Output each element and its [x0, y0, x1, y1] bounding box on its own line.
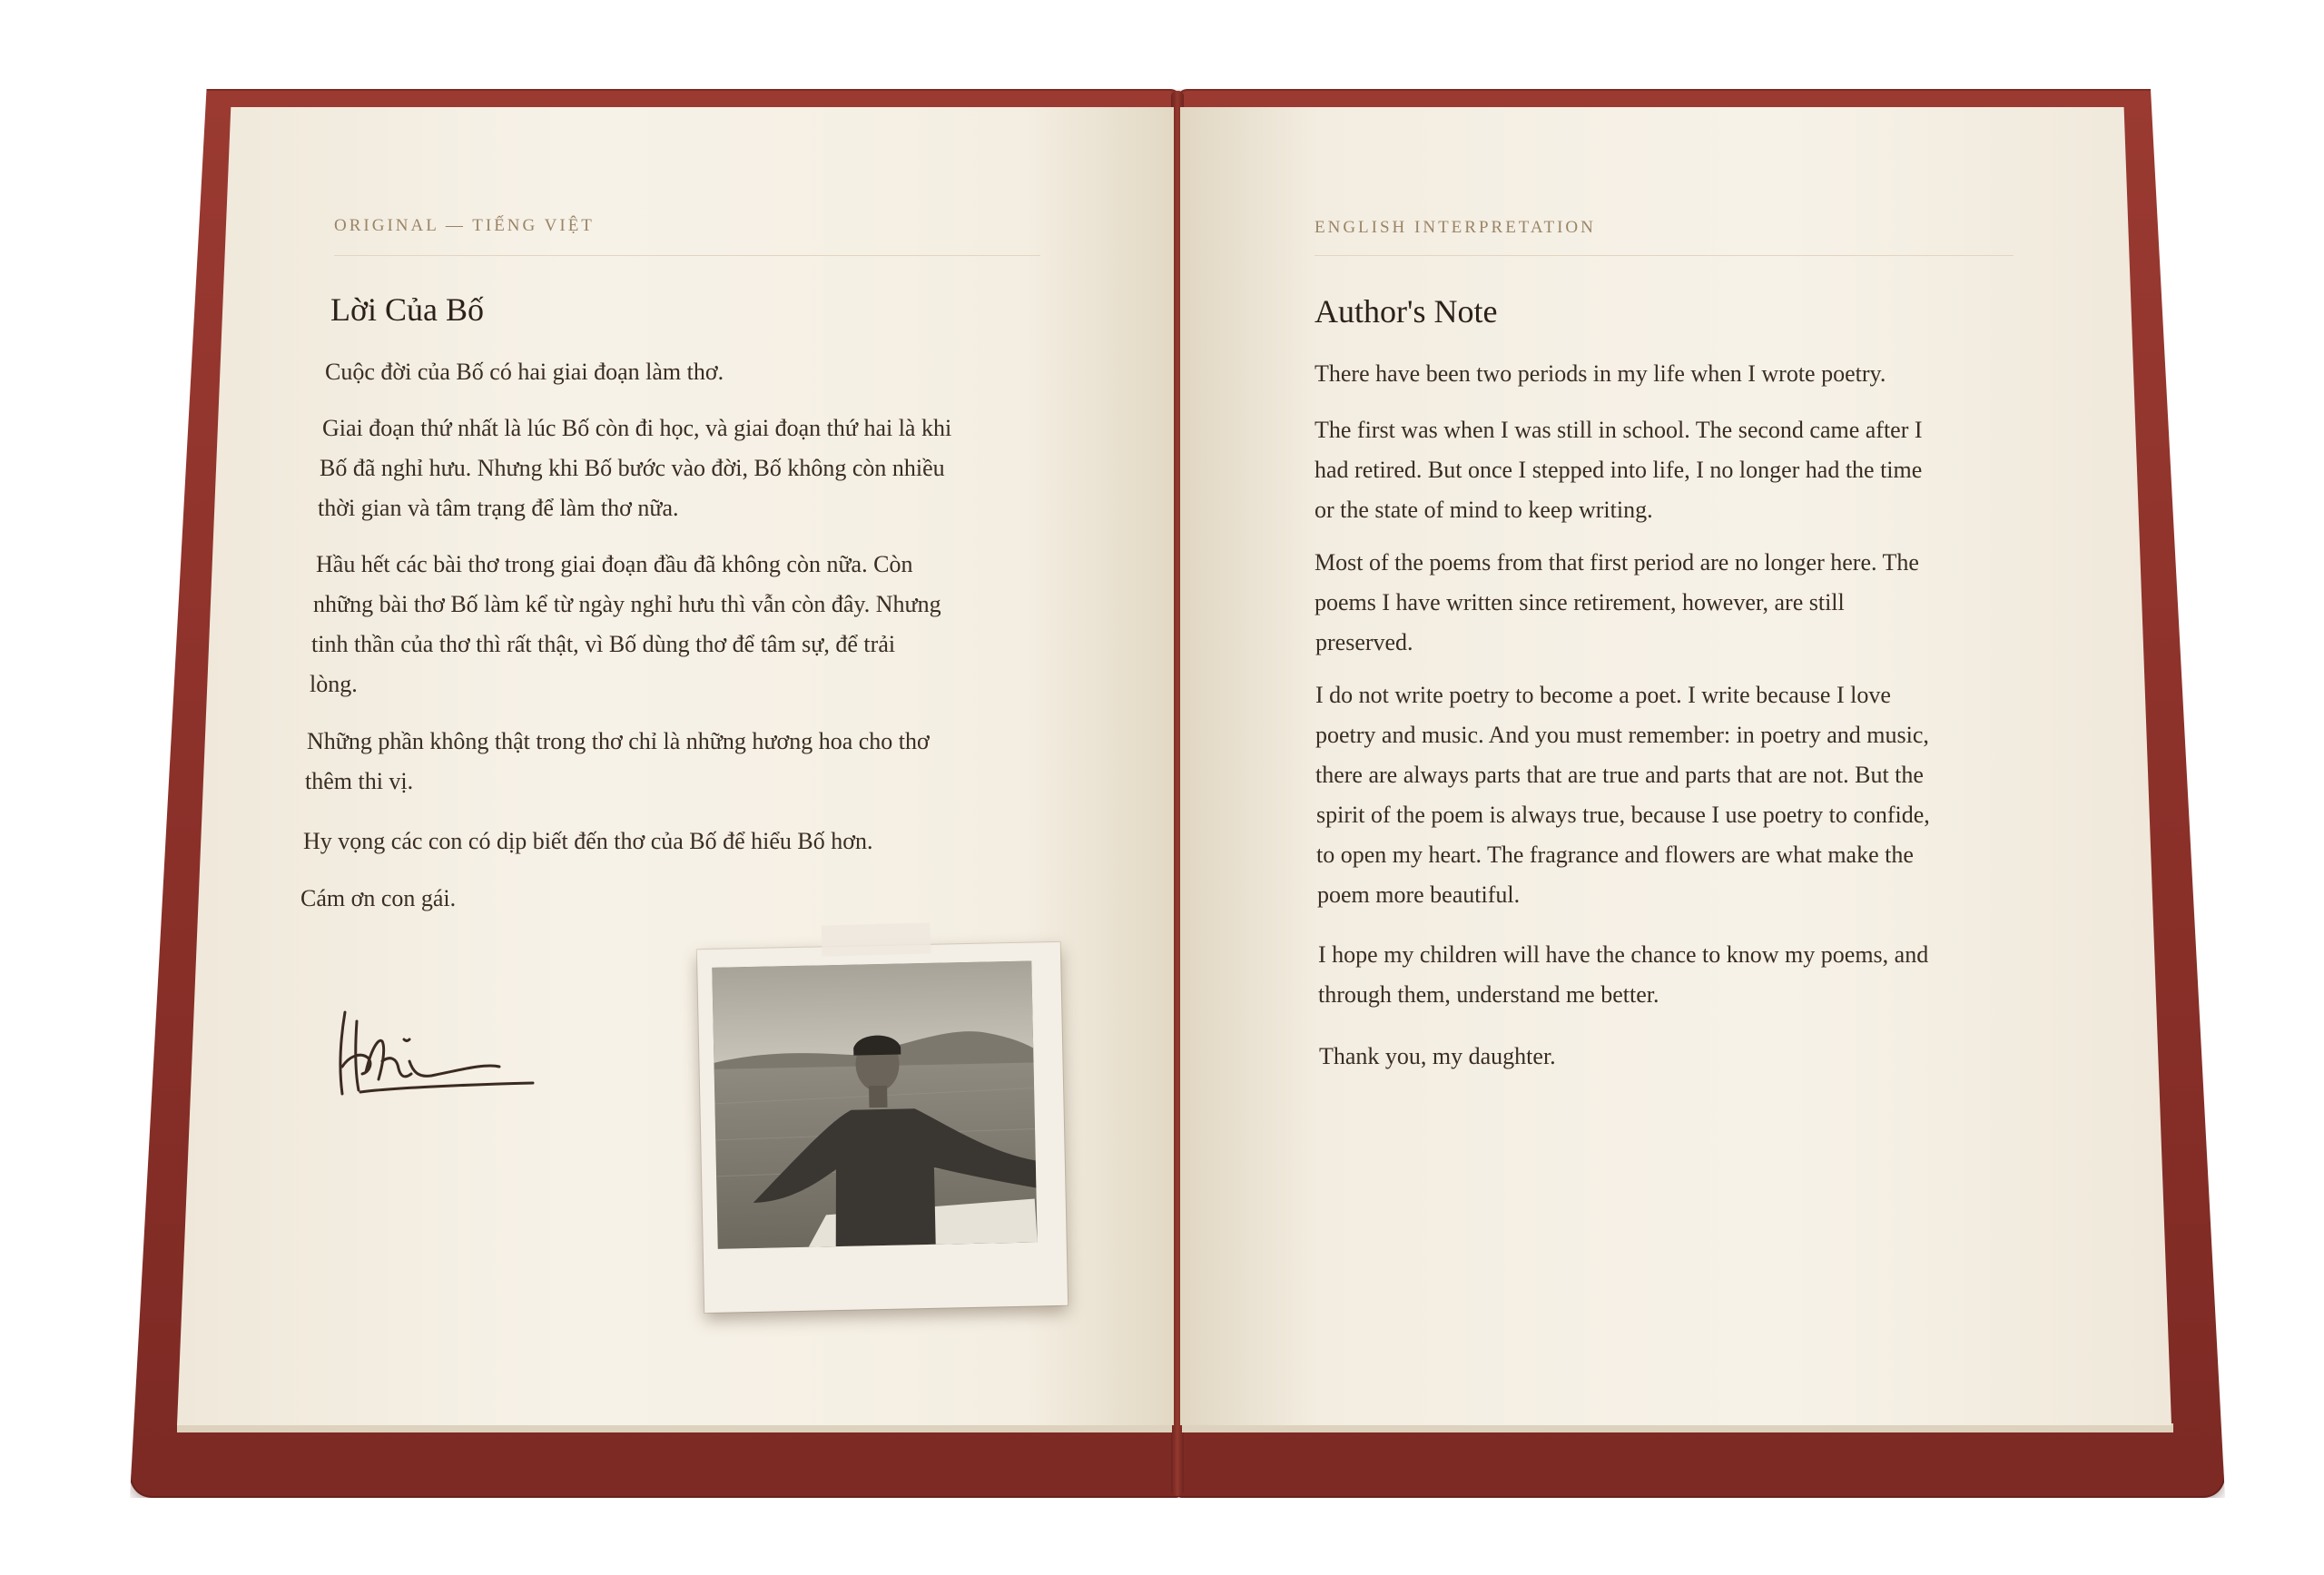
right-page-paragraph-4-line-5: to open my heart. The fragrance and flowers are what make the [1316, 842, 1914, 868]
left-header-rule [334, 255, 1040, 256]
right-page-paragraph-2-line-1: The first was when I was still in school. The second came after I [1315, 417, 1923, 443]
right-page-paragraph-3-line-3: preserved. [1315, 629, 1413, 655]
right-page-paragraph-4-line-6: poem more beautiful. [1317, 881, 1521, 908]
right-page-paragraph-4-line-1: I do not write poetry to become a poet. I write because I love [1315, 682, 1891, 708]
signature [295, 985, 549, 1112]
right-page-paragraph-6-line-1: Thank you, my daughter. [1319, 1043, 1556, 1069]
left-page-paragraph-4-line-2: thêm thi vị. [305, 768, 414, 794]
right-page-paragraph-4-line-2: poetry and music. And you must remember: in poetry and music, [1315, 722, 1929, 748]
portrait-photo [697, 942, 1068, 1313]
left-page-paragraph-6-line-1: Cám ơn con gái. [300, 885, 457, 911]
photo-tape [822, 922, 931, 956]
right-page-paragraph-2-line-3: or the state of mind to keep writing. [1315, 497, 1653, 523]
left-page-paragraph-1-line-1: Cuộc đời của Bố có hai giai đoạn làm thơ. [325, 359, 724, 385]
right-page-paragraph-3-line-2: poems I have written since retirement, however, are still [1315, 589, 1845, 615]
right-header-rule [1315, 255, 2014, 256]
left-page-title: Lời Của Bố [330, 291, 485, 328]
right-page-title: Author's Note [1315, 293, 1498, 330]
right-page-paragraph-2-line-2: had retired. But once I stepped into life, I no longer had the time [1315, 457, 1923, 483]
left-page-paragraph-3-line-3: tinh thần của thơ thì rất thật, vì Bố dùng thơ để tâm sự, để trải [311, 631, 896, 657]
photo-image [712, 961, 1037, 1249]
right-page-paragraph-5-line-1: I hope my children will have the chance to know my poems, and [1318, 941, 1929, 968]
left-page-paragraph-3-line-1: Hầu hết các bài thơ trong giai đoạn đầu đã không còn nữa. Còn [316, 551, 913, 577]
right-page-paragraph-3-line-1: Most of the poems from that first period are no longer here. The [1315, 549, 1919, 576]
right-page-header: ENGLISH INTERPRETATION [1315, 218, 1596, 237]
right-page-paragraph-4-line-3: there are always parts that are true and parts that are not. But the [1315, 762, 1924, 788]
right-page-paragraph-4-line-4: spirit of the poem is always true, because I use poetry to confide, [1316, 802, 1930, 828]
left-page-header: ORIGINAL — TIẾNG VIỆT [334, 216, 595, 235]
left-page-paragraph-2-line-3: thời gian và tâm trạng để làm thơ nữa. [318, 495, 679, 521]
left-page-paragraph-3-line-2: những bài thơ Bố làm kể từ ngày nghỉ hưu thì vẫn còn đây. Nhưng [313, 591, 941, 617]
left-page-paragraph-2-line-1: Giai đoạn thứ nhất là lúc Bố còn đi học, và giai đoạn thứ hai là khi [322, 415, 952, 441]
left-page-paragraph-4-line-1: Những phần không thật trong thơ chỉ là những hương hoa cho thơ [307, 728, 930, 754]
left-page-paragraph-2-line-2: Bố đã nghỉ hưu. Nhưng khi Bố bước vào đời, Bố không còn nhiều [320, 455, 945, 481]
left-page-paragraph-3-line-4: lòng. [310, 671, 358, 697]
right-page-paragraph-5-line-2: through them, understand me better. [1318, 981, 1659, 1008]
left-page-paragraph-5-line-1: Hy vọng các con có dịp biết đến thơ của Bố để hiểu Bố hơn. [303, 828, 873, 854]
right-page-paragraph-1-line-1: There have been two periods in my life when I wrote poetry. [1315, 360, 1886, 387]
